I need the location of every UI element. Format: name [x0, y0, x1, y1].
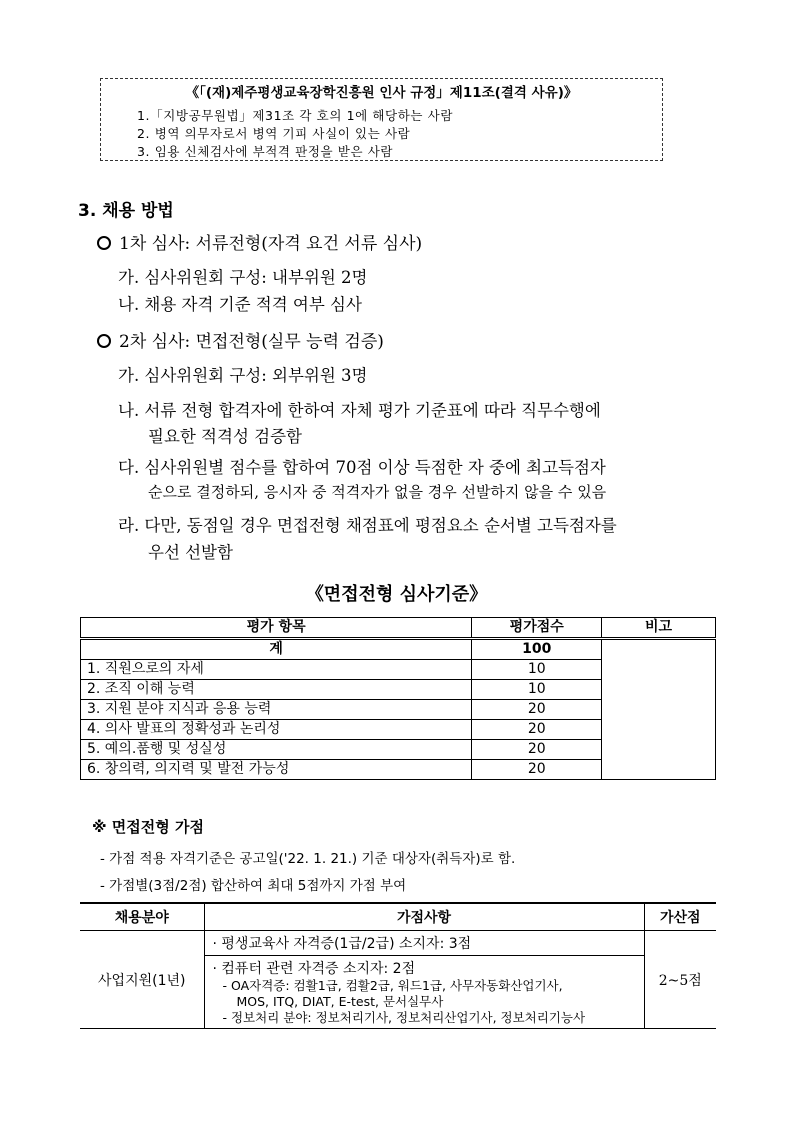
item-cell: 3. 지원 분야 지식과 응용 능력	[81, 700, 472, 720]
header-note: 비고	[602, 618, 716, 639]
second-review-item: 다. 심사위원별 점수를 합하여 70점 이상 득점한 자 중에 최고득점자	[118, 458, 606, 477]
item-cell: 2. 조직 이해 능력	[81, 680, 472, 700]
regulation-item: 1.「지방공무원법」제31조 각 호의 1에 해당하는 사람	[137, 108, 454, 123]
total-row	[81, 639, 716, 660]
header-item: 평가 항목	[81, 618, 472, 639]
bonus-table	[80, 902, 716, 1029]
second-review-item-cont: 우선 선발함	[148, 543, 233, 562]
bonus-sub-item: MOS, ITQ, DIAT, E-test, 문서실무사	[236, 994, 444, 1009]
score-cell: 20	[472, 700, 602, 720]
table-row	[80, 931, 716, 956]
item-cell: 4. 의사 발표의 정확성과 논리성	[81, 720, 472, 740]
score-cell: 20	[472, 760, 602, 780]
points-cell: 2~5점	[644, 931, 716, 1029]
second-review-item: 가. 심사위원회 구성: 외부위원 3명	[118, 366, 368, 385]
regulation-item: 3. 임용 신체검사에 부적격 판정을 받은 사람	[137, 144, 394, 159]
bonus-heading: ※ 면접전형 가점	[92, 818, 204, 836]
second-review-title: 2차 심사: 면접전형(실무 능력 검증)	[97, 327, 384, 352]
field-cell: 사업지원(1년)	[80, 931, 204, 1029]
score-cell: 10	[472, 680, 602, 700]
item-cell: 6. 창의력, 의지력 및 발전 가능성	[81, 760, 472, 780]
item-cell: 5. 예의.품행 및 성실성	[81, 740, 472, 760]
bonus-sub-item: - OA자격증: 컴활1급, 컴활2급, 워드1급, 사무자동화산업기사,	[222, 978, 563, 993]
second-review-item: 라. 다만, 동점일 경우 면접전형 채점표에 평점요소 순서별 고득점자를	[118, 516, 617, 535]
circle-bullet-icon	[97, 334, 111, 348]
score-cell: 20	[472, 720, 602, 740]
header-field: 채용분야	[80, 903, 204, 931]
note-cell	[602, 639, 716, 780]
first-review-item: 나. 채용 자격 기준 적격 여부 심사	[118, 295, 362, 314]
first-review-item: 가. 심사위원회 구성: 내부위원 2명	[118, 268, 368, 287]
second-review-item: 나. 서류 전형 합격자에 한하여 자체 평가 기준표에 따라 직무수행에	[118, 401, 601, 420]
regulation-title: 《「(재)제주평생교육장학진흥원 인사 규정」제11조(결격 사유)》	[185, 85, 578, 101]
total-label: 계	[81, 639, 472, 660]
bonus-sub-item: - 정보처리 분야: 정보처리기사, 정보처리산업기사, 정보처리기능사	[222, 1010, 586, 1025]
second-review-item-cont: 필요한 적격성 검증함	[148, 427, 302, 446]
item-cell: 1. 직원으로의 자세	[81, 660, 472, 680]
bonus-note: - 가점 적용 자격기준은 공고일('22. 1. 21.) 기준 대상자(취득자)로 함.	[100, 851, 516, 867]
score-cell: 10	[472, 660, 602, 680]
criteria-title: 《면접전형 심사기준》	[305, 584, 488, 605]
regulation-item: 2. 병역 의무자로서 병역 기피 사실이 있는 사람	[137, 126, 411, 141]
circle-bullet-icon	[97, 236, 111, 250]
total-score: 100	[472, 639, 602, 660]
bonus-item-cell	[204, 956, 644, 1029]
second-review-item-cont: 순으로 결정하되, 응시자 중 적격자가 없을 경우 선발하지 않을 수 있음	[148, 483, 607, 501]
section-heading: 3. 채용 방법	[78, 201, 174, 221]
header-score: 평가점수	[472, 618, 602, 639]
score-cell: 20	[472, 740, 602, 760]
regulation-box	[100, 78, 663, 161]
criteria-table	[80, 617, 716, 780]
bonus-item: · 컴퓨터 관련 자격증 소지자: 2점	[212, 961, 416, 977]
bonus-note: - 가점별(3점/2점) 합산하여 최대 5점까지 가점 부여	[100, 878, 407, 894]
header-bonus-items: 가점사항	[204, 903, 644, 931]
bonus-item: · 평생교육사 자격증(1급/2급) 소지자: 3점	[204, 931, 644, 956]
first-review-title: 1차 심사: 서류전형(자격 요건 서류 심사)	[97, 229, 422, 254]
header-points: 가산점	[644, 903, 716, 931]
